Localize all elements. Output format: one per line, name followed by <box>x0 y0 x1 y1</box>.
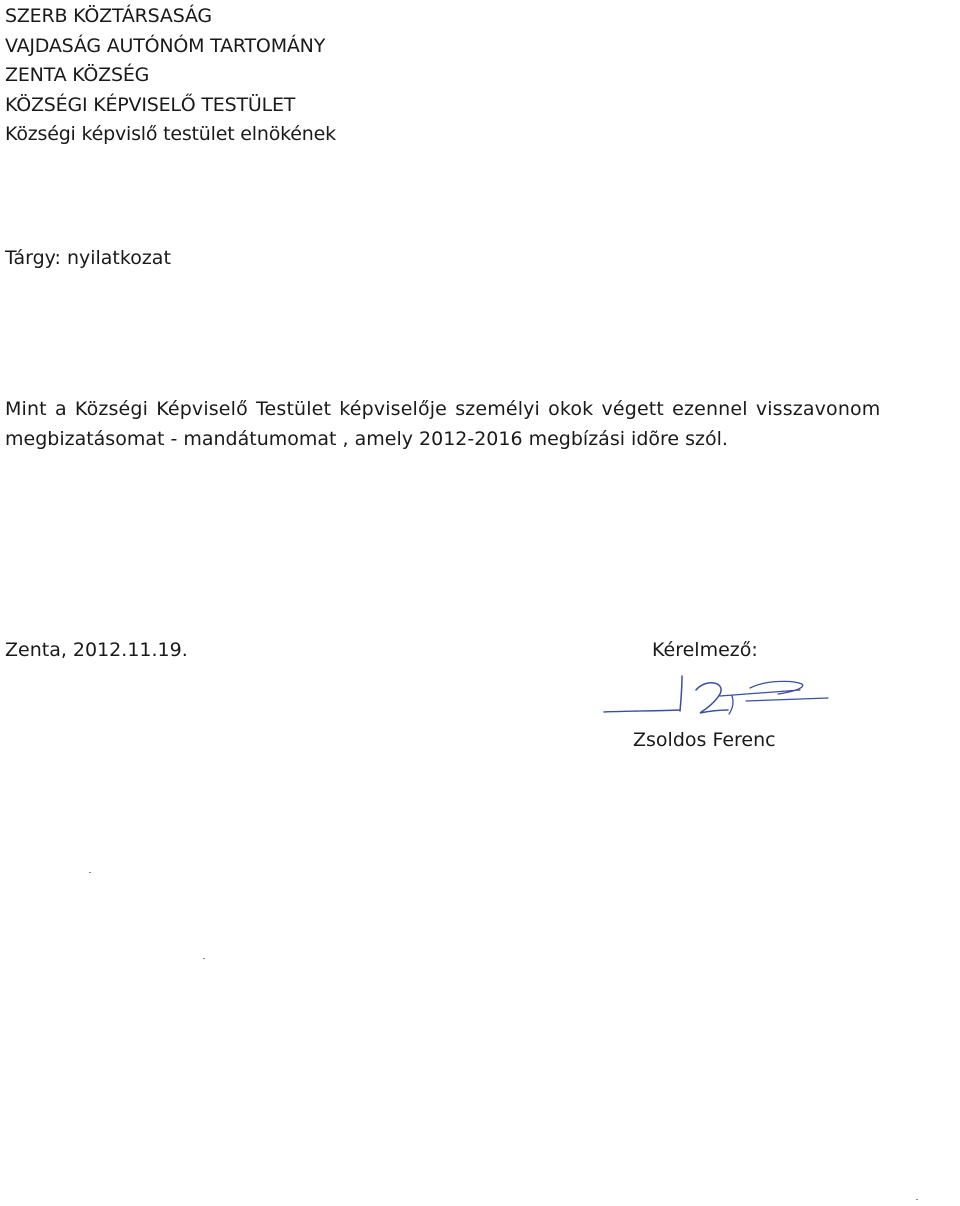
body-line-1: Mint a Községi Képviselő Testület képviselője személyi okok végett ezennel visszavonom <box>5 398 881 420</box>
handwritten-signature <box>596 670 836 720</box>
scan-speck <box>89 872 91 873</box>
subject-line: Tárgy: nyilatkozat <box>5 247 171 269</box>
body-line-2: megbizatásomat - mandátumomat , amely 2012-2016 megbízási idõre szól. <box>5 428 728 450</box>
applicant-name: Zsoldos Ferenc <box>633 729 776 751</box>
letter-body <box>5 394 960 454</box>
header-line-municipality: ZENTA KÖZSÉG <box>5 64 150 86</box>
header-line-country: SZERB KÖZTÁRSASÁG <box>5 5 212 27</box>
header-line-addressee: Községi képvislő testület elnökének <box>5 123 336 145</box>
header-line-province: VAJDASÁG AUTÓNÓM TARTOMÁNY <box>5 34 326 57</box>
scan-speck <box>203 958 205 959</box>
applicant-label: Kérelmező: <box>652 639 758 661</box>
header-line-assembly: KÖZSÉGI KÉPVISELŐ TESTÜLET <box>5 93 296 116</box>
letter-header <box>5 2 336 150</box>
scan-speck <box>916 1199 918 1200</box>
place-and-date: Zenta, 2012.11.19. <box>5 639 188 661</box>
